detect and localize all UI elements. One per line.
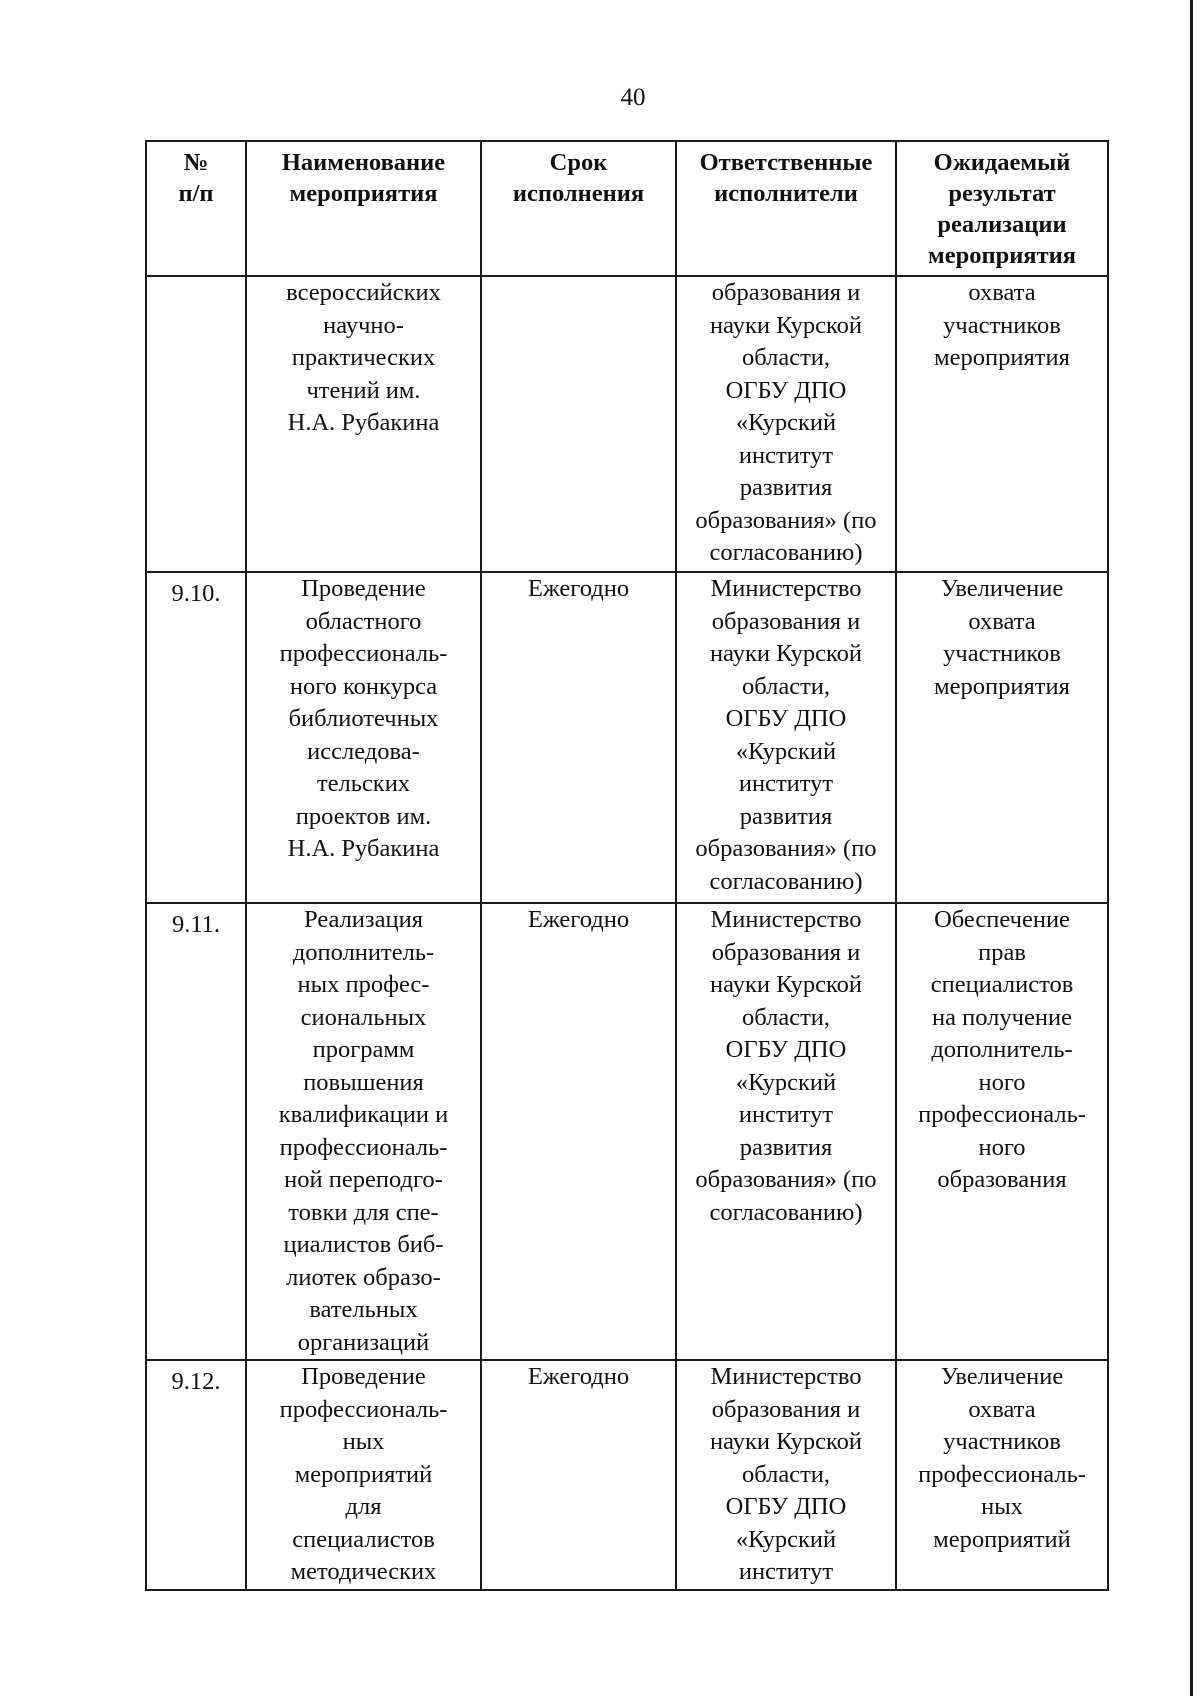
row-number [146,276,246,572]
row-term: Ежегодно [481,572,676,903]
table-row [146,572,1108,903]
row-number: 9.12. [146,1360,246,1590]
row-term: Ежегодно [481,903,676,1360]
header-executors: Ответственные исполнители [676,141,896,276]
header-activity-name: Наименование мероприятия [246,141,481,276]
row-expected-result: Увеличение охвата участников мероприятия [896,572,1108,903]
row-executors: Министерство образования и науки Курской области, ОГБУ ДПО «Курский институт развития образования» (по согласованию) [676,903,896,1360]
page-number: 40 [620,84,646,111]
row-executors: образования и науки Курской области, ОГБУ ДПО «Курский институт развития образования» (по согласованию) [676,276,896,572]
row-number: 9.11. [146,903,246,1360]
row-expected-result: охвата участников мероприятия [896,276,1108,572]
row-term: Ежегодно [481,1360,676,1590]
row-expected-result: Обеспечение прав специалистов на получение дополнитель- ного профессиональ- ного образования [896,903,1108,1360]
row-executors: Министерство образования и науки Курской области, ОГБУ ДПО «Курский институт развития образования» (по согласованию) [676,572,896,903]
scan-edge-line [1190,0,1193,1696]
header-expected-result: Ожидаемый результат реализации мероприятия [896,141,1108,276]
row-activity-name: Реализация дополнитель- ных профес- сиональных программ повышения квалификации и профессиональ- ной переподго- товки для спе- циалистов биб- лиотек образо- вательных организаций [246,903,481,1360]
table-row [146,1360,1108,1590]
table-row [146,276,1108,572]
header-number: № п/п [146,141,246,276]
table-header-row [146,141,1108,276]
activities-table [145,140,1109,1591]
row-number: 9.10. [146,572,246,903]
row-activity-name: всероссийских научно- практических чтений им. Н.А. Рубакина [246,276,481,572]
row-term [481,276,676,572]
row-executors: Министерство образования и науки Курской области, ОГБУ ДПО «Курский институт [676,1360,896,1590]
header-term: Срок исполнения [481,141,676,276]
table-row [146,903,1108,1360]
row-expected-result: Увеличение охвата участников профессиональ- ных мероприятий [896,1360,1108,1590]
row-activity-name: Проведение областного профессиональ- ного конкурса библиотечных исследова- тельских проектов им. Н.А. Рубакина [246,572,481,903]
row-activity-name: Проведение профессиональ- ных мероприятий для специалистов методических [246,1360,481,1590]
